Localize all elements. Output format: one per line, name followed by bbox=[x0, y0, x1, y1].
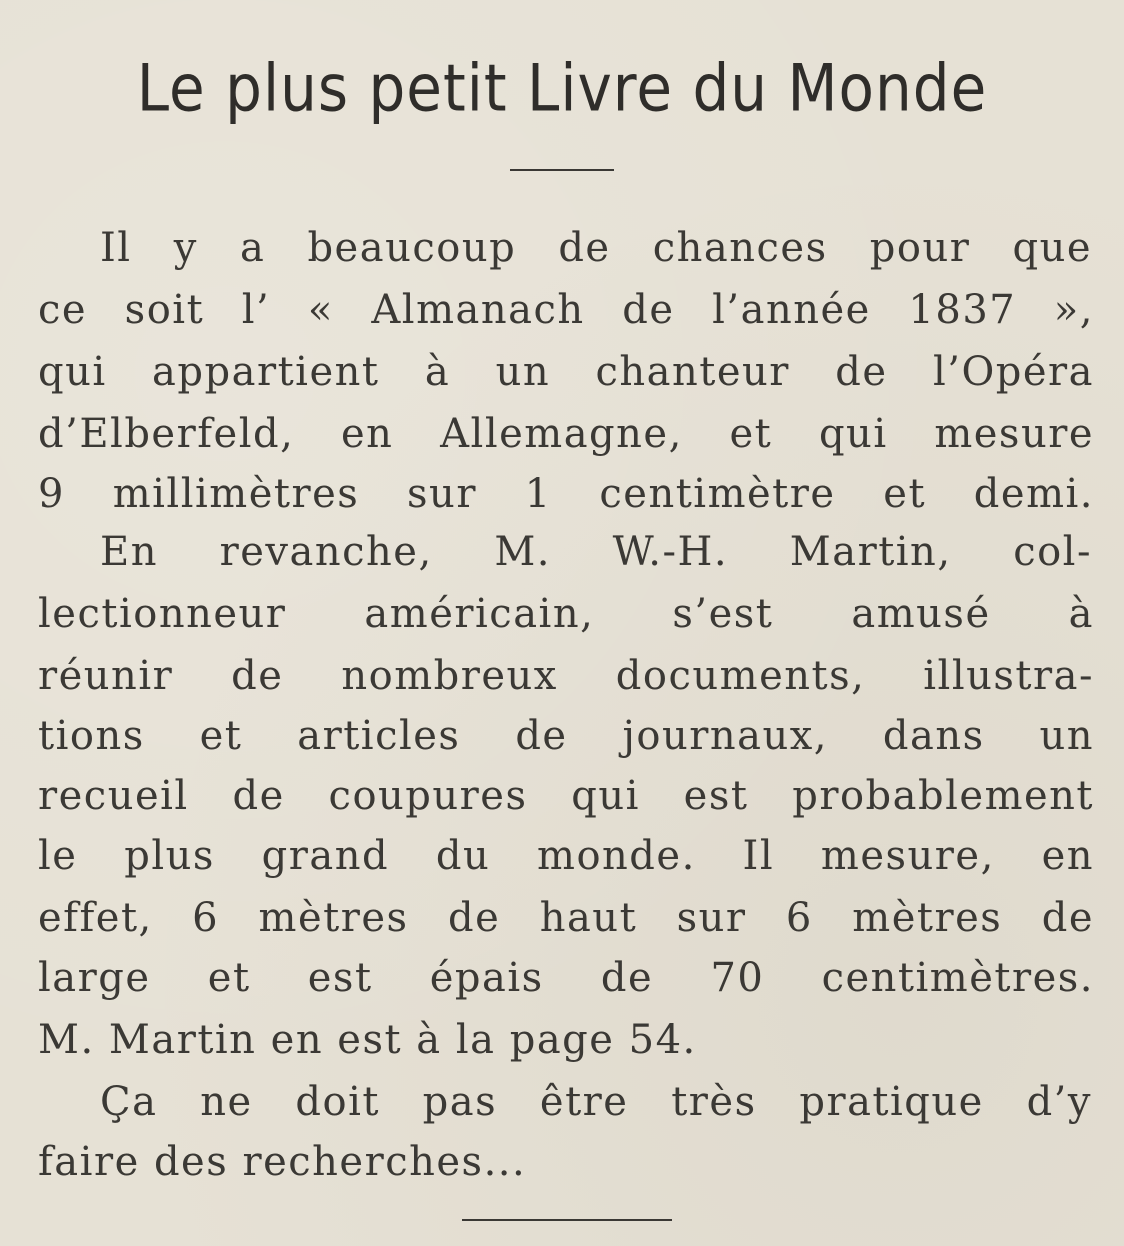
text-line: large et est épais de 70 centimètres. bbox=[38, 955, 1094, 1001]
text-line: d’Elberfeld, en Allemagne, et qui mesure bbox=[38, 411, 1094, 457]
text-line: tions et articles de journaux, dans un bbox=[38, 713, 1094, 759]
text-line: ce soit l’ « Almanach de l’année 1837 », bbox=[38, 287, 1094, 333]
text-line: le plus grand du monde. Il mesure, en bbox=[38, 833, 1094, 879]
text-line: recueil de coupures qui est probablement bbox=[38, 773, 1094, 819]
article-title: Le plus petit Livre du Monde bbox=[136, 49, 988, 127]
end-divider bbox=[462, 1219, 672, 1221]
text-line: qui appartient à un chanteur de l’Opéra bbox=[38, 349, 1094, 395]
text-line: Il y a beaucoup de chances pour que bbox=[100, 225, 1092, 271]
text-line: lectionneur américain, s’est amusé à bbox=[38, 591, 1094, 637]
text-line: réunir de nombreux documents, illustra- bbox=[38, 653, 1094, 699]
text-line: effet, 6 mètres de haut sur 6 mètres de bbox=[38, 895, 1094, 941]
title-divider bbox=[510, 169, 614, 171]
text-line: M. Martin en est à la page 54. bbox=[38, 1017, 697, 1063]
text-line: 9 millimètres sur 1 centimètre et demi. bbox=[38, 471, 1094, 517]
text-line: En revanche, M. W.-H. Martin, col- bbox=[100, 529, 1092, 575]
text-line: Ça ne doit pas être très pratique d’y bbox=[100, 1079, 1092, 1125]
text-line: faire des recherches... bbox=[38, 1139, 527, 1185]
